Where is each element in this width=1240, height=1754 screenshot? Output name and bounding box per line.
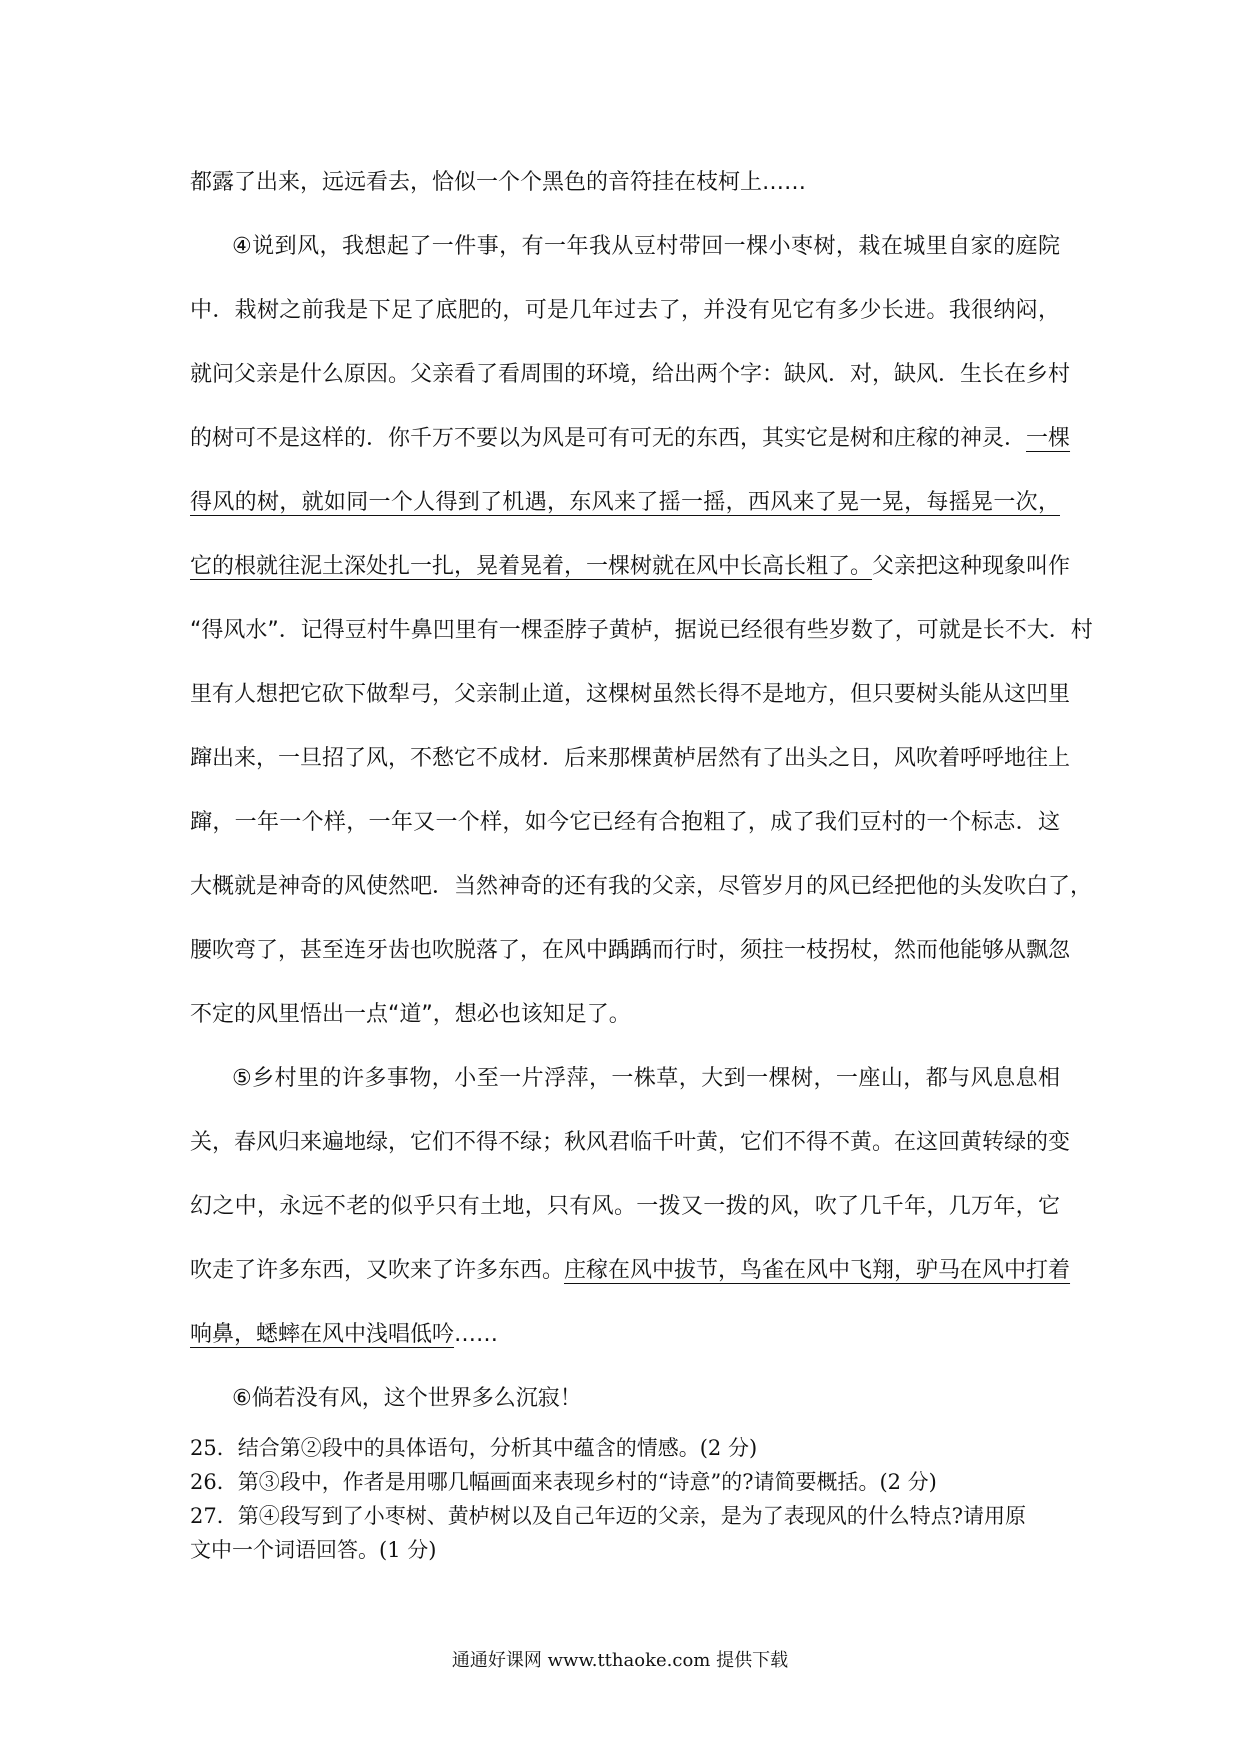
- download-footer: 通通好课网 www.tthaoke.com 提供下载: [451, 1650, 789, 1671]
- paragraph-4-line-2: 中．栽树之前我是下足了底肥的，可是几年过去了，并没有见它有多少长进。我很纳闷，: [190, 298, 1060, 323]
- paragraph-5-line-1: ⑤乡村里的许多事物，小至一片浮萍，一株草，大到一棵树，一座山，都与风息息相: [232, 1066, 1060, 1091]
- underlined-sentence-end: 响鼻，蟋蟀在风中浅唱低吟: [190, 1322, 455, 1347]
- paragraph-4-line-4-text: 的树可不是这样的．你千万不要以为风是可有可无的东西，其实它是树和庄稼的神灵．: [190, 426, 1027, 451]
- paragraph-4-line-5-underlined: 得风的树，就如同一个人得到了机遇，东风来了摇一摇，西风来了晃一晃，每摇晃一次，: [190, 490, 1060, 515]
- question-25: 25．结合第②段中的具体语句，分析其中蕴含的情感。(2 分): [190, 1436, 758, 1460]
- question-26: 26．第③段中，作者是用哪几幅画面来表现乡村的“诗意”的?请简要概括。(2 分): [190, 1470, 937, 1494]
- question-27-line-1: 27．第④段写到了小枣树、黄栌树以及自己年迈的父亲，是为了表现风的什么特点?请用原: [190, 1504, 1026, 1528]
- paragraph-4-line-1: ④说到风，我想起了一件事，有一年我从豆村带回一棵小枣树，栽在城里自家的庭院: [232, 234, 1060, 259]
- underlined-sentence-end: 它的根就往泥土深处扎一扎，晃着晃着，一棵树就在风中长高长粗了。: [190, 554, 873, 579]
- paragraph-4-line-4: [190, 423, 1071, 455]
- question-27-line-2: 文中一个词语回答。(1 分): [190, 1538, 437, 1562]
- paragraph-4-line-3: 就问父亲是什么原因。父亲看了看周围的环境，给出两个字：缺风．对，缺风．生长在乡村: [190, 362, 1071, 387]
- paragraph-5-line-2: 关，春风归来遍地绿，它们不得不绿；秋风君临千叶黄，它们不得不黄。在这回黄转绿的变: [190, 1130, 1071, 1155]
- underlined-sentence-start: 一棵: [1026, 426, 1071, 451]
- paragraph-4-line-11: 大概就是神奇的风使然吧．当然神奇的还有我的父亲，尽管岁月的风已经把他的头发吹白了，: [190, 874, 1093, 899]
- paragraph-4-line-12: 腰吹弯了，甚至连牙齿也吹脱落了，在风中踽踽而行时，须拄一枝拐杖，然而他能够从飘忽: [190, 938, 1071, 963]
- paragraph-5-line-4: [190, 1255, 1071, 1287]
- paragraph-3-line-1: 都露了出来，远远看去，恰似一个个黑色的音符挂在枝柯上……: [190, 170, 807, 195]
- paragraph-4-line-8: 里有人想把它砍下做犁弓，父亲制止道，这棵树虽然长得不是地方，但只要树头能从这凹里: [190, 682, 1071, 707]
- paragraph-4-line-9: 蹿出来，一旦招了风，不愁它不成材．后来那棵黄栌居然有了出头之日，风吹着呼呼地往上: [190, 746, 1071, 771]
- paragraph-5-line-3: 幻之中，永远不老的似乎只有土地，只有风。一拨又一拨的风，吹了几千年，几万年，它: [190, 1194, 1060, 1219]
- paragraph-5-line-4-text: 吹走了许多东西，又吹来了许多东西。: [190, 1258, 565, 1283]
- paragraph-4-line-6-text: 父亲把这种现象叫作: [872, 554, 1071, 579]
- paragraph-4-line-7: “得风水”．记得豆村牛鼻凹里有一棵歪脖子黄栌，据说已经很有些岁数了，可就是长不大．村: [190, 618, 1093, 643]
- ellipsis: ……: [454, 1322, 499, 1347]
- paragraph-4-line-6: [190, 551, 1071, 583]
- paragraph-6-line-1: ⑥倘若没有风，这个世界多么沉寂！: [232, 1386, 582, 1411]
- underlined-sentence-start: 庄稼在风中拔节，鸟雀在风中飞翔，驴马在风中打着: [564, 1258, 1071, 1283]
- paragraph-4-line-13: 不定的风里悟出一点“道”，想必也该知足了。: [190, 1002, 631, 1027]
- paragraph-4-line-10: 蹿，一年一个样，一年又一个样，如今它已经有合抱粗了，成了我们豆村的一个标志．这: [190, 810, 1060, 835]
- paragraph-5-line-5: [190, 1319, 1060, 1351]
